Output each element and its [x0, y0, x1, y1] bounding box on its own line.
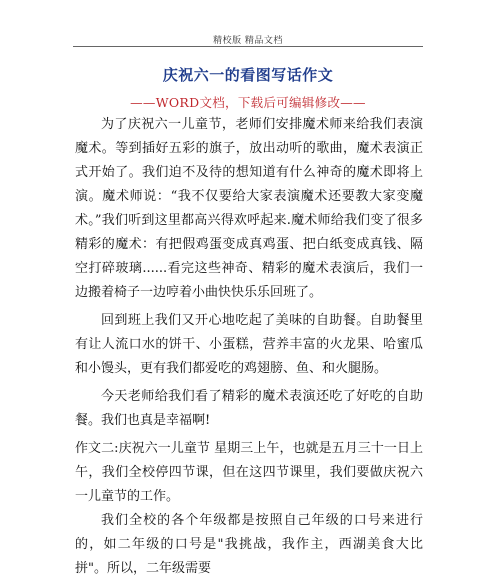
- document-body: [75, 113, 423, 585]
- document-subtitle: ——WORD文档，下载后可编辑修改——: [130, 95, 366, 110]
- document-title: 庆祝六一的看图写话作文: [162, 66, 334, 84]
- running-header: 精校版 精品文档: [213, 36, 283, 46]
- paragraph-4: 作文二:庆祝六一儿童节 星期三上午，也就是五月三十一日上午，我们全校停四节课，但在这四节课里，我们要做庆祝六一儿童节的工作。: [75, 441, 423, 504]
- paragraph-2: 回到班上我们又开心地吃起了美味的自助餐。自助餐里有让人流口水的饼干、小蛋糕，营养丰富的火龙果、哈蜜瓜和小馒头，更有我们都爱吃的鸡翅膀、鱼、和火腿肠。: [75, 313, 423, 376]
- paragraph-3: 今天老师给我们看了精彩的魔术表演还吃了好吃的自助餐。我们也真是幸福啊!: [75, 389, 423, 428]
- header-divider: [73, 46, 423, 47]
- paragraph-1: 为了庆祝六一儿童节，老师们安排魔术师来给我们表演魔术。等到插好五彩的旗子，放出动听的歌曲，魔术表演正式开始了。我们迫不及待的想知道有什么神奇的魔术即将上演。魔术师说：“我不仅要给大家表演魔术还要教大家变魔术。”我们听到这里都高兴得欢呼起来.魔术师给我们变了很多精彩的魔术：有把假鸡蛋变成真鸡蛋、把白纸变成真钱、隔空打碎玻璃......看完这些神奇、精彩的魔术表演后，我们一边搬着椅子一边哼着小曲快快乐乐回班了。: [75, 117, 423, 300]
- paragraph-5: 我们全校的各个年级都是按照自己年级的口号来进行的，如二年级的口号是"我挑战，我作主，西湖美食大比拼"。所以，二年级需要: [75, 513, 423, 576]
